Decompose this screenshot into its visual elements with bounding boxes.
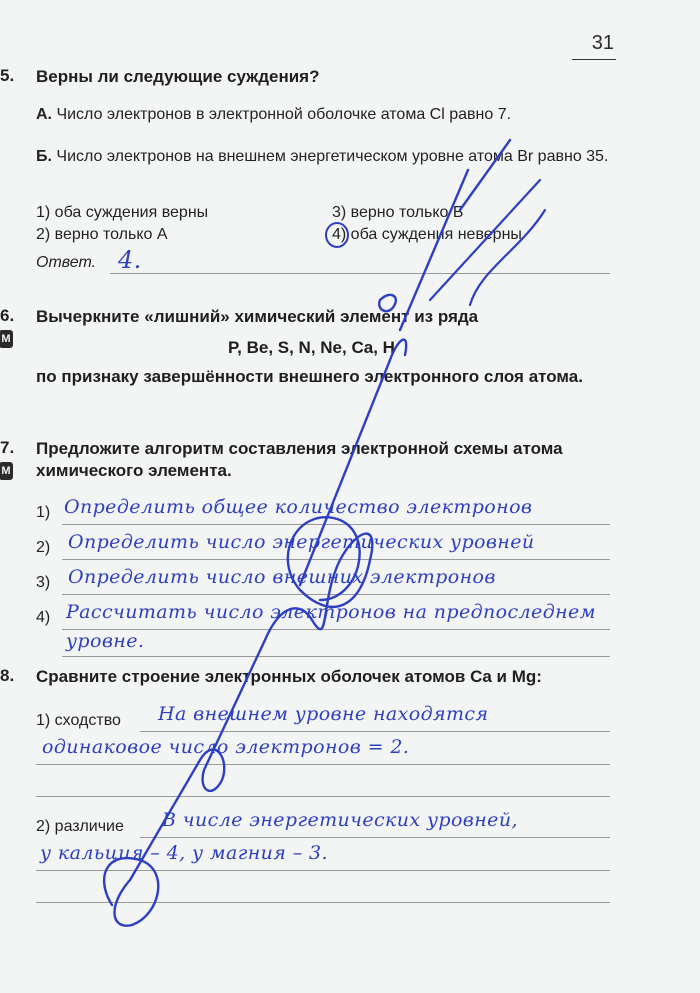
q7-step-4-hand: Рассчитать число электронов на предпоследнем (66, 601, 596, 623)
pen-tick-mark (430, 180, 545, 305)
q7-step-2-hand: Определить число энергетических уровней (68, 531, 535, 553)
q8-question: Сравните строение электронных оболочек атомов Ca и Mg: (36, 667, 542, 686)
q7-step-2-num: 2) (36, 539, 51, 556)
option-4-circle-mark (326, 223, 348, 247)
q6-number: 6. (0, 306, 15, 325)
q5-question: Верны ли следующие суждения? (36, 67, 320, 86)
q5-option-4: 4) оба суждения неверны (332, 226, 522, 243)
q5-a-label: А. (36, 106, 52, 123)
q7-question: Предложите алгоритм составления электронной схемы атома химического элемента. (36, 439, 563, 480)
page-number: 31 (591, 32, 614, 54)
q5-a-text: Число электронов в электронной оболочке атома Cl равно 7. (56, 106, 512, 123)
q7-step-4-num: 4) (36, 609, 51, 626)
m-badge-q6: М (0, 330, 13, 348)
q8-number: 8. (0, 666, 15, 685)
q5-answer-label: Ответ. (36, 254, 97, 271)
q7-step-1-hand: Определить общее количество электронов (64, 496, 533, 518)
q5-answer-hand: 4. (118, 246, 142, 274)
q7-step-3-num: 3) (36, 574, 51, 591)
q5-option-2: 2) верно только А (36, 226, 168, 243)
q8-similarity-label: 1) сходство (36, 712, 121, 729)
q7-number: 7. (0, 438, 15, 457)
q5-number: 5. (0, 66, 15, 85)
q6-question: Вычеркните «лишний» химический элемент из ряда (36, 307, 479, 326)
q8-similarity-hand-2: одинаковое число электронов = 2. (42, 736, 410, 758)
q8-similarity-hand: На внешнем уровне находятся (158, 703, 489, 725)
q5-b-text: Число электронов на внешнем энергетическом уровне атома Br равно 35. (56, 148, 609, 165)
q5-option-1: 1) оба суждения верны (36, 204, 209, 221)
q8-difference-label: 2) различие (36, 818, 124, 835)
q5-option-3: 3) верно только Б (332, 204, 464, 221)
q5-b-label: Б. (36, 148, 52, 165)
q7-step-1-num: 1) (36, 504, 51, 521)
q7-step-4-hand-2: уровне. (66, 630, 145, 652)
q6-element-series: P, Be, S, N, Ne, Ca, H (228, 338, 395, 357)
m-badge-q7: М (0, 462, 13, 480)
q7-step-3-hand: Определить число внешних электронов (68, 566, 496, 588)
q6-tail: по признаку завершённости внешнего электронного слоя атома. (36, 367, 583, 386)
pen-scrawl-mark (104, 140, 510, 926)
q8-difference-hand: В числе энергетических уровней, (162, 809, 518, 831)
q8-difference-hand-2: у кальция – 4, у магния – 3. (40, 842, 328, 864)
